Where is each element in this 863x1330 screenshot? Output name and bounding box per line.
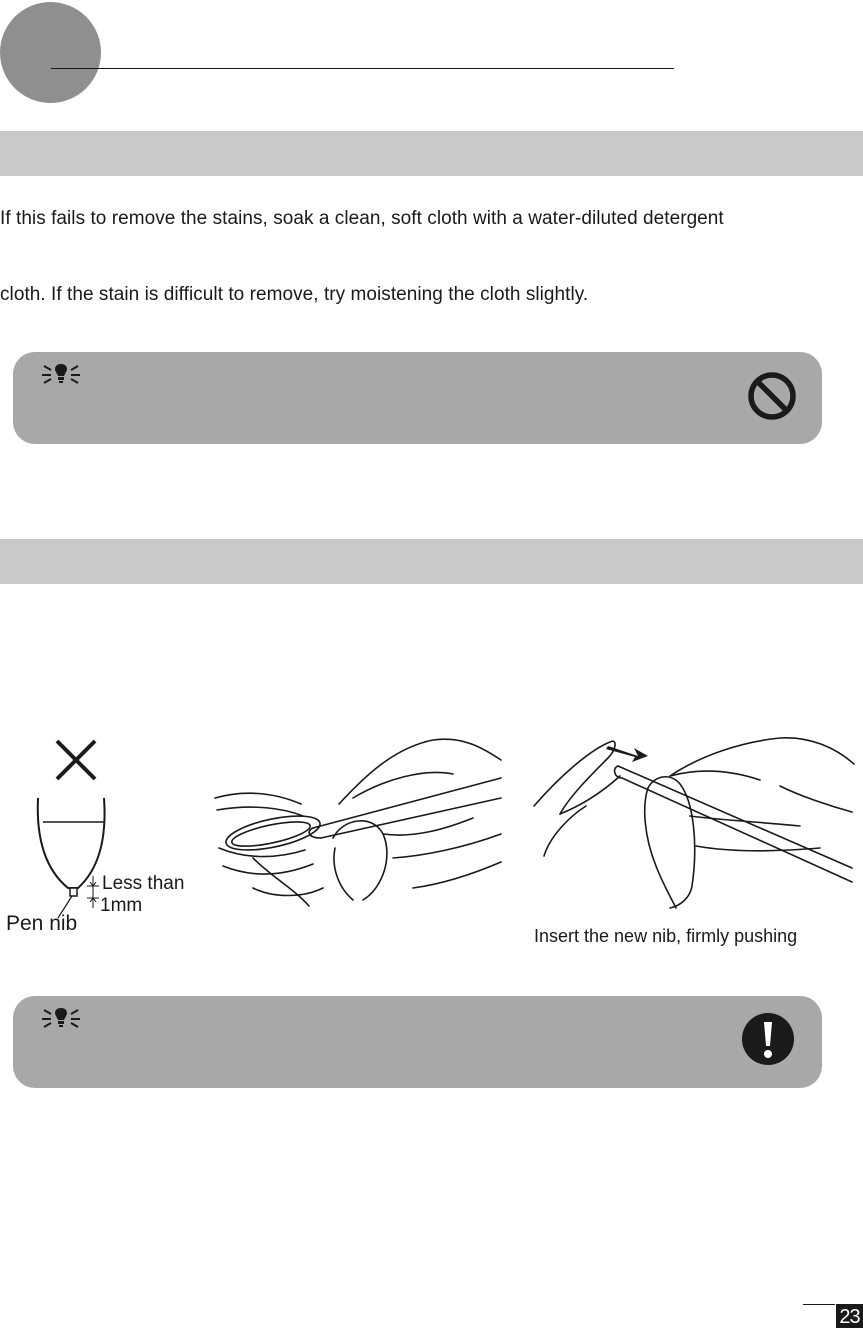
pen-nib-diagram: [0, 790, 110, 930]
page-number: 23: [836, 1304, 863, 1328]
lightbulb-icon: [42, 362, 80, 384]
page-number-rule: [803, 1304, 835, 1305]
section-circle: [0, 2, 101, 103]
title-rule: [51, 68, 674, 69]
section-heading-band: [0, 131, 863, 176]
lightbulb-icon: [42, 1006, 80, 1028]
note-box: [13, 996, 822, 1088]
pen-nib-label: Pen nib: [6, 912, 78, 935]
figure-caption: Insert the new nib, firmly pushing: [534, 926, 798, 946]
remove-nib-illustration: [213, 738, 503, 908]
insert-nib-illustration: [530, 736, 856, 910]
less-than-label: Less than: [102, 873, 185, 894]
prohibited-icon: [746, 370, 798, 422]
exclamation-icon: [742, 1013, 794, 1065]
cross-mark-icon: [53, 738, 99, 782]
note-box: [13, 352, 822, 444]
body-text-line: If this fails to remove the stains, soak a clean, soft cloth with a water-diluted detergent: [0, 208, 724, 229]
size-label: 1mm: [100, 895, 143, 916]
section-heading-band: [0, 539, 863, 584]
body-text-line: cloth. If the stain is difficult to remove, try moistening the cloth slightly.: [0, 284, 589, 305]
